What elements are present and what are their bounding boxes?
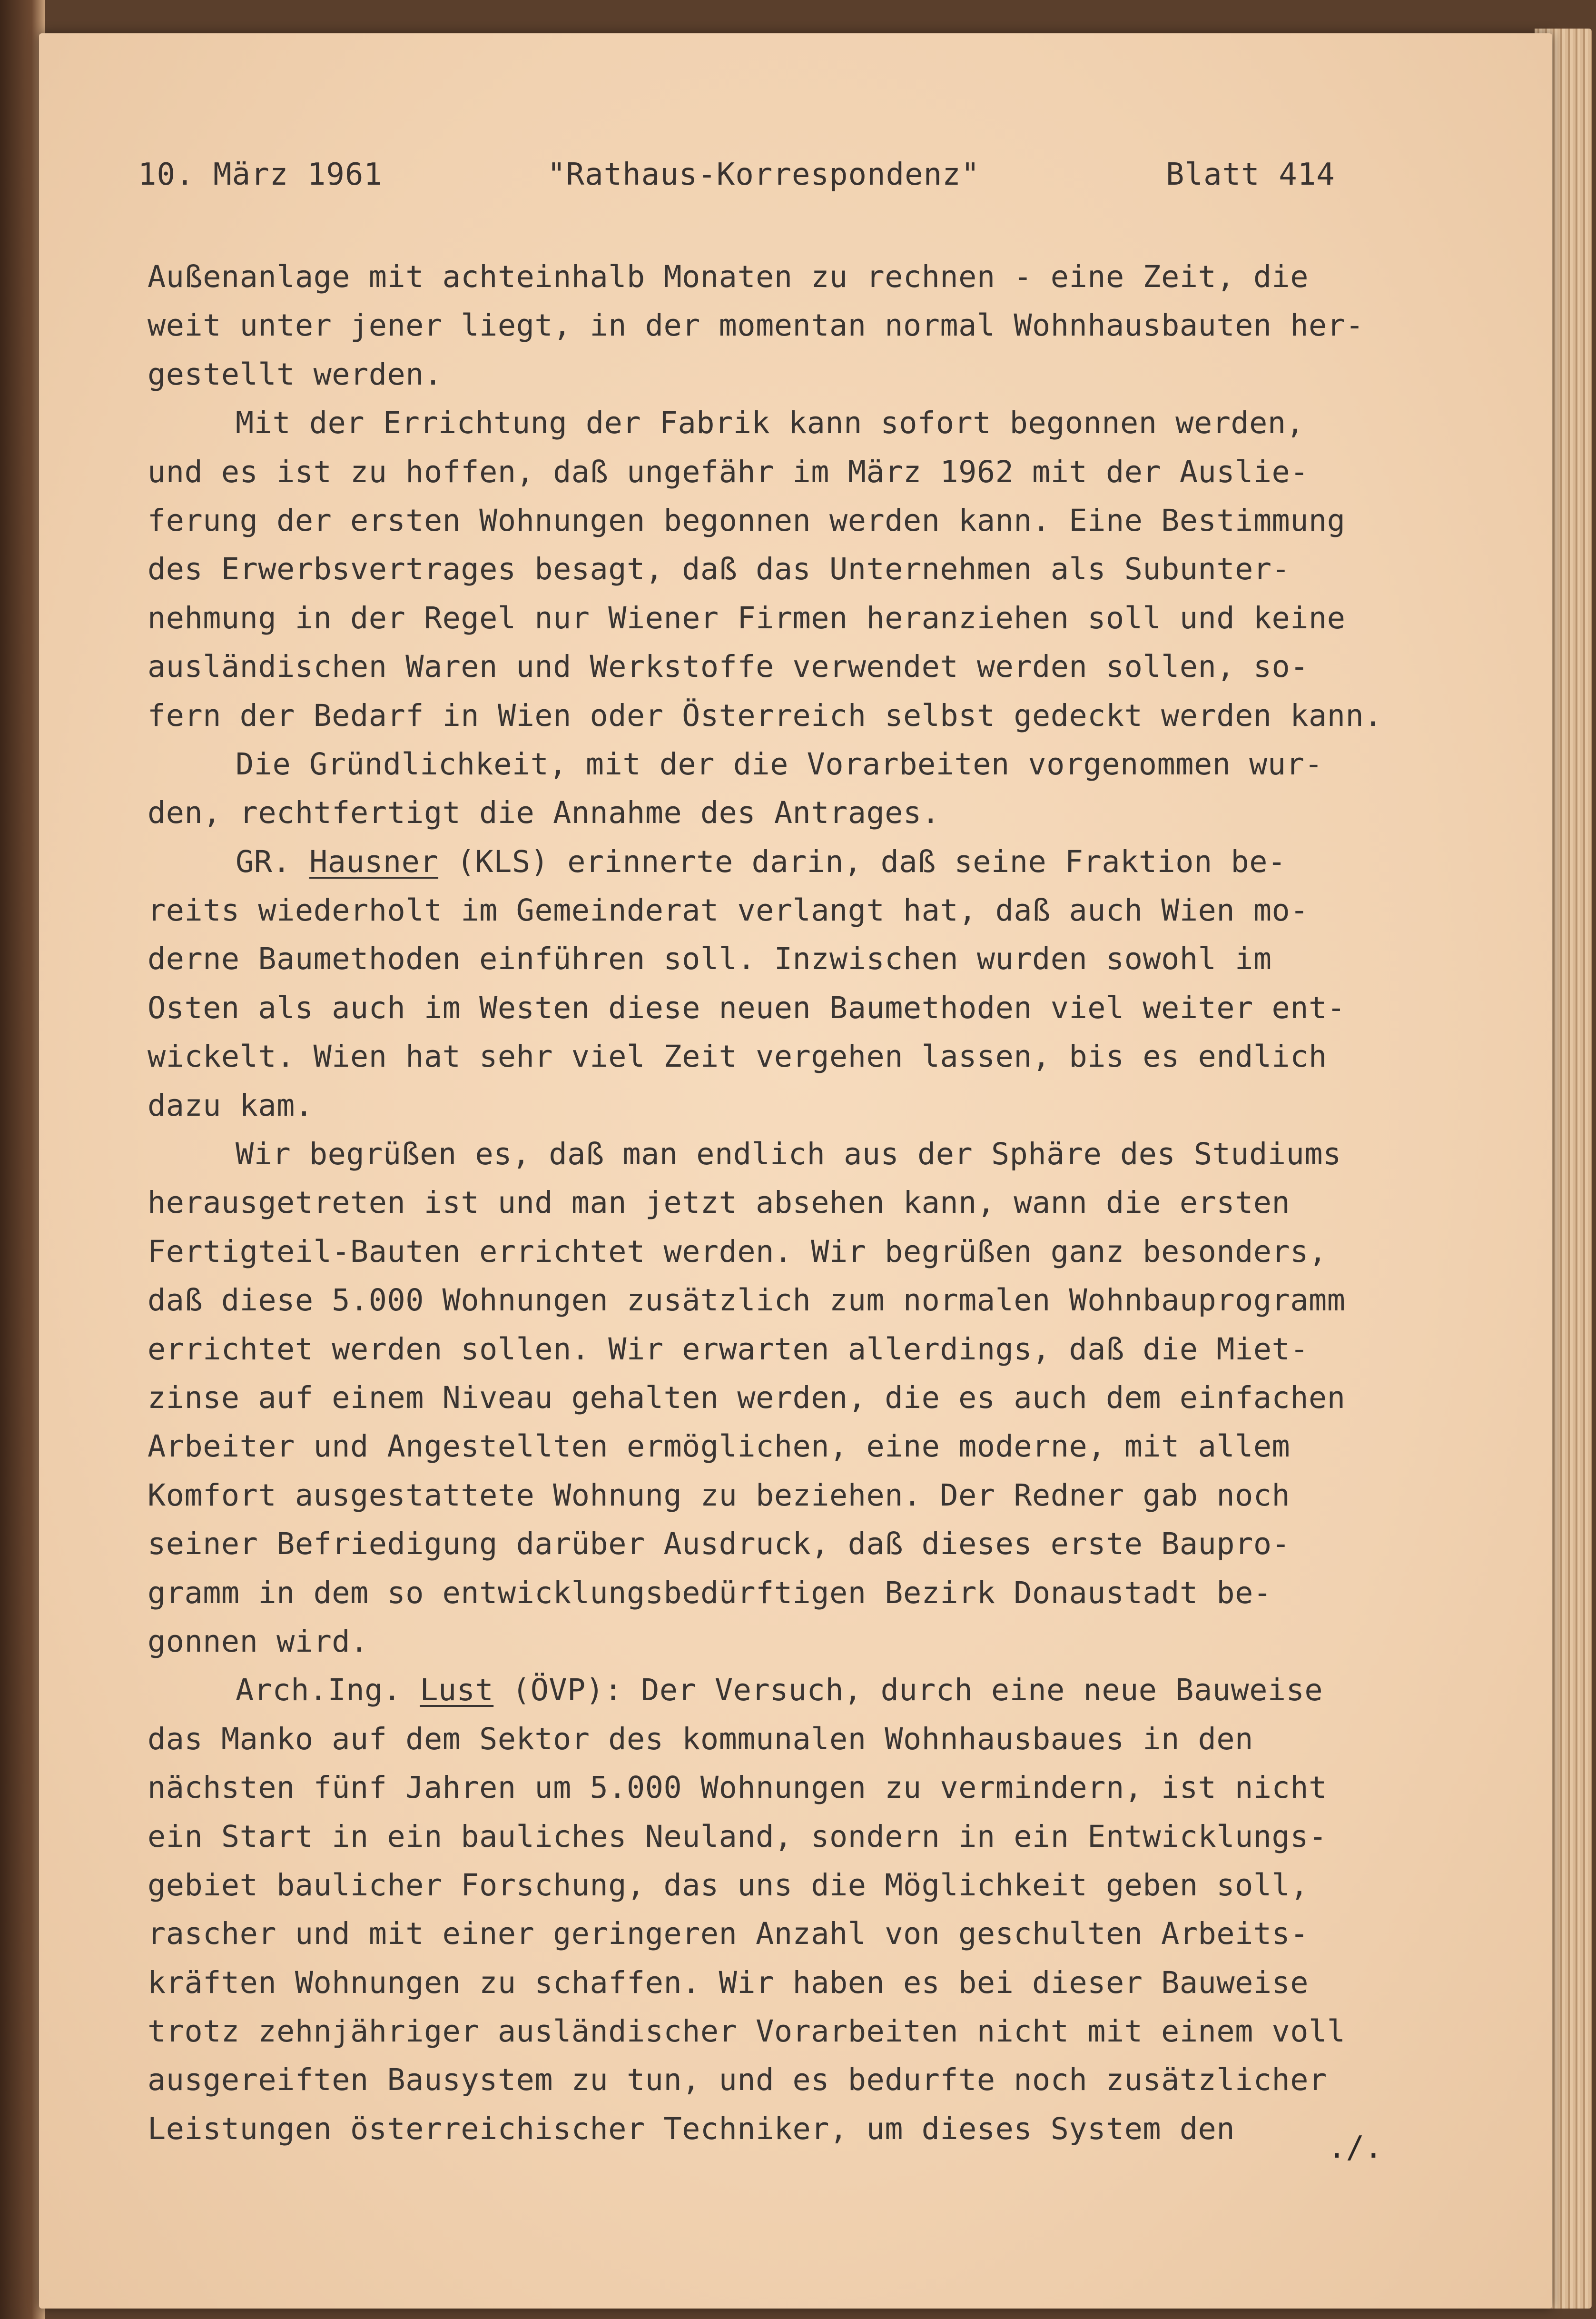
- text-line: kräften Wohnungen zu schaffen. Wir haben es bei dieser Bauweise: [148, 1964, 1309, 2000]
- text-line: derne Baumethoden einführen soll. Inzwischen wurden sowohl im: [148, 941, 1272, 977]
- text-line: Arbeiter und Angestellten ermöglichen, eine moderne, mit allem: [148, 1428, 1291, 1464]
- header-publication: "Rathaus-Korrespondenz": [547, 157, 980, 192]
- text-line: ausgereiften Bausystem zu tun, und es bedurfte noch zusätzlicher: [148, 2062, 1327, 2098]
- text-line: ferung der ersten Wohnungen begonnen werden kann. Eine Bestimmung: [148, 502, 1346, 538]
- page-header: [138, 157, 1356, 205]
- text-line: gebiet baulicher Forschung, das uns die Möglichkeit geben soll,: [148, 1867, 1309, 1903]
- text-line: rascher und mit einer geringeren Anzahl von geschulten Arbeits-: [148, 1916, 1309, 1952]
- speaker-line-hausner: [148, 837, 1489, 886]
- text-line: herausgetreten ist und man jetzt absehen kann, wann die ersten: [148, 1185, 1291, 1220]
- speaker-line-lust: [148, 1665, 1489, 1714]
- text-line: dazu kam.: [148, 1087, 314, 1123]
- text-line: fern der Bedarf in Wien oder Österreich selbst gedeckt werden kann.: [148, 697, 1382, 733]
- text-line: das Manko auf dem Sektor des kommunalen Wohnhausbaues in den: [148, 1721, 1253, 1756]
- text-line: den, rechtfertigt die Annahme des Antrages.: [148, 795, 940, 831]
- text-line: Leistungen österreichischer Techniker, um dieses System den: [148, 2111, 1235, 2146]
- document-body: [148, 252, 1489, 2153]
- text-line: nächsten fünf Jahren um 5.000 Wohnungen zu vermindern, ist nicht: [148, 1770, 1327, 1805]
- text-line: weit unter jener liegt, in der momentan normal Wohnhausbauten her-: [148, 307, 1364, 343]
- speaker-name-hausner: Hausner: [309, 843, 439, 879]
- text-line: Osten als auch im Westen diese neuen Baumethoden viel weiter ent-: [148, 990, 1346, 1025]
- speaker-party: (KLS): [456, 843, 549, 879]
- text-line: daß diese 5.000 Wohnungen zusätzlich zum normalen Wohnbauprogramm: [148, 1282, 1346, 1318]
- text-line: wickelt. Wien hat sehr viel Zeit vergehen lassen, bis es endlich: [148, 1039, 1327, 1074]
- speaker-title: Arch.Ing.: [236, 1672, 402, 1708]
- text-line: ausländischen Waren und Werkstoffe verwendet werden sollen, so-: [148, 649, 1309, 684]
- text-line: Die Gründlichkeit, mit der die Vorarbeiten vorgenommen wur-: [236, 746, 1323, 782]
- speaker-statement: Der Versuch, durch eine neue Bauweise: [641, 1672, 1323, 1708]
- text-line: gestellt werden.: [148, 356, 443, 392]
- text-line: trotz zehnjähriger ausländischer Vorarbeiten nicht mit einem voll: [148, 2013, 1346, 2049]
- speaker-title: GR.: [236, 843, 291, 879]
- background-left-page: [0, 0, 45, 2319]
- text-line: gramm in dem so entwicklungsbedürftigen Bezirk Donaustadt be-: [148, 1575, 1272, 1610]
- text-line: Außenanlage mit achteinhalb Monaten zu rechnen - eine Zeit, die: [148, 259, 1309, 294]
- text-line: errichtet werden sollen. Wir erwarten allerdings, daß die Miet-: [148, 1331, 1309, 1367]
- continuation-mark: ./.: [1328, 2130, 1383, 2165]
- text-line: nehmung in der Regel nur Wiener Firmen heranziehen soll und keine: [148, 600, 1346, 635]
- text-line: seiner Befriedigung darüber Ausdruck, daß dieses erste Baupro-: [148, 1526, 1291, 1562]
- text-line: Fertigteil-Bauten errichtet werden. Wir begrüßen ganz besonders,: [148, 1233, 1327, 1269]
- text-line: und es ist zu hoffen, daß ungefähr im März 1962 mit der Auslie-: [148, 454, 1309, 489]
- speaker-statement: erinnerte darin, daß seine Fraktion be-: [567, 843, 1286, 879]
- text-line: gonnen wird.: [148, 1623, 369, 1659]
- text-line: zinse auf einem Niveau gehalten werden, die es auch dem einfachen: [148, 1379, 1346, 1415]
- text-line: Komfort ausgestattete Wohnung zu beziehen. Der Redner gab noch: [148, 1477, 1291, 1513]
- text-line: des Erwerbsvertrages besagt, daß das Unternehmen als Subunter-: [148, 551, 1291, 587]
- text-line: Mit der Errichtung der Fabrik kann sofort begonnen werden,: [236, 405, 1305, 441]
- header-date: 10. März 1961: [138, 157, 383, 192]
- header-sheet-number: Blatt 414: [1166, 157, 1335, 192]
- text-line: ein Start in ein bauliches Neuland, sondern in ein Entwicklungs-: [148, 1818, 1327, 1854]
- speaker-name-lust: Lust: [420, 1672, 494, 1708]
- text-line: Wir begrüßen es, daß man endlich aus der Sphäre des Studiums: [236, 1136, 1341, 1172]
- speaker-party: (ÖVP):: [512, 1672, 623, 1708]
- text-line: reits wiederholt im Gemeinderat verlangt hat, daß auch Wien mo-: [148, 892, 1309, 928]
